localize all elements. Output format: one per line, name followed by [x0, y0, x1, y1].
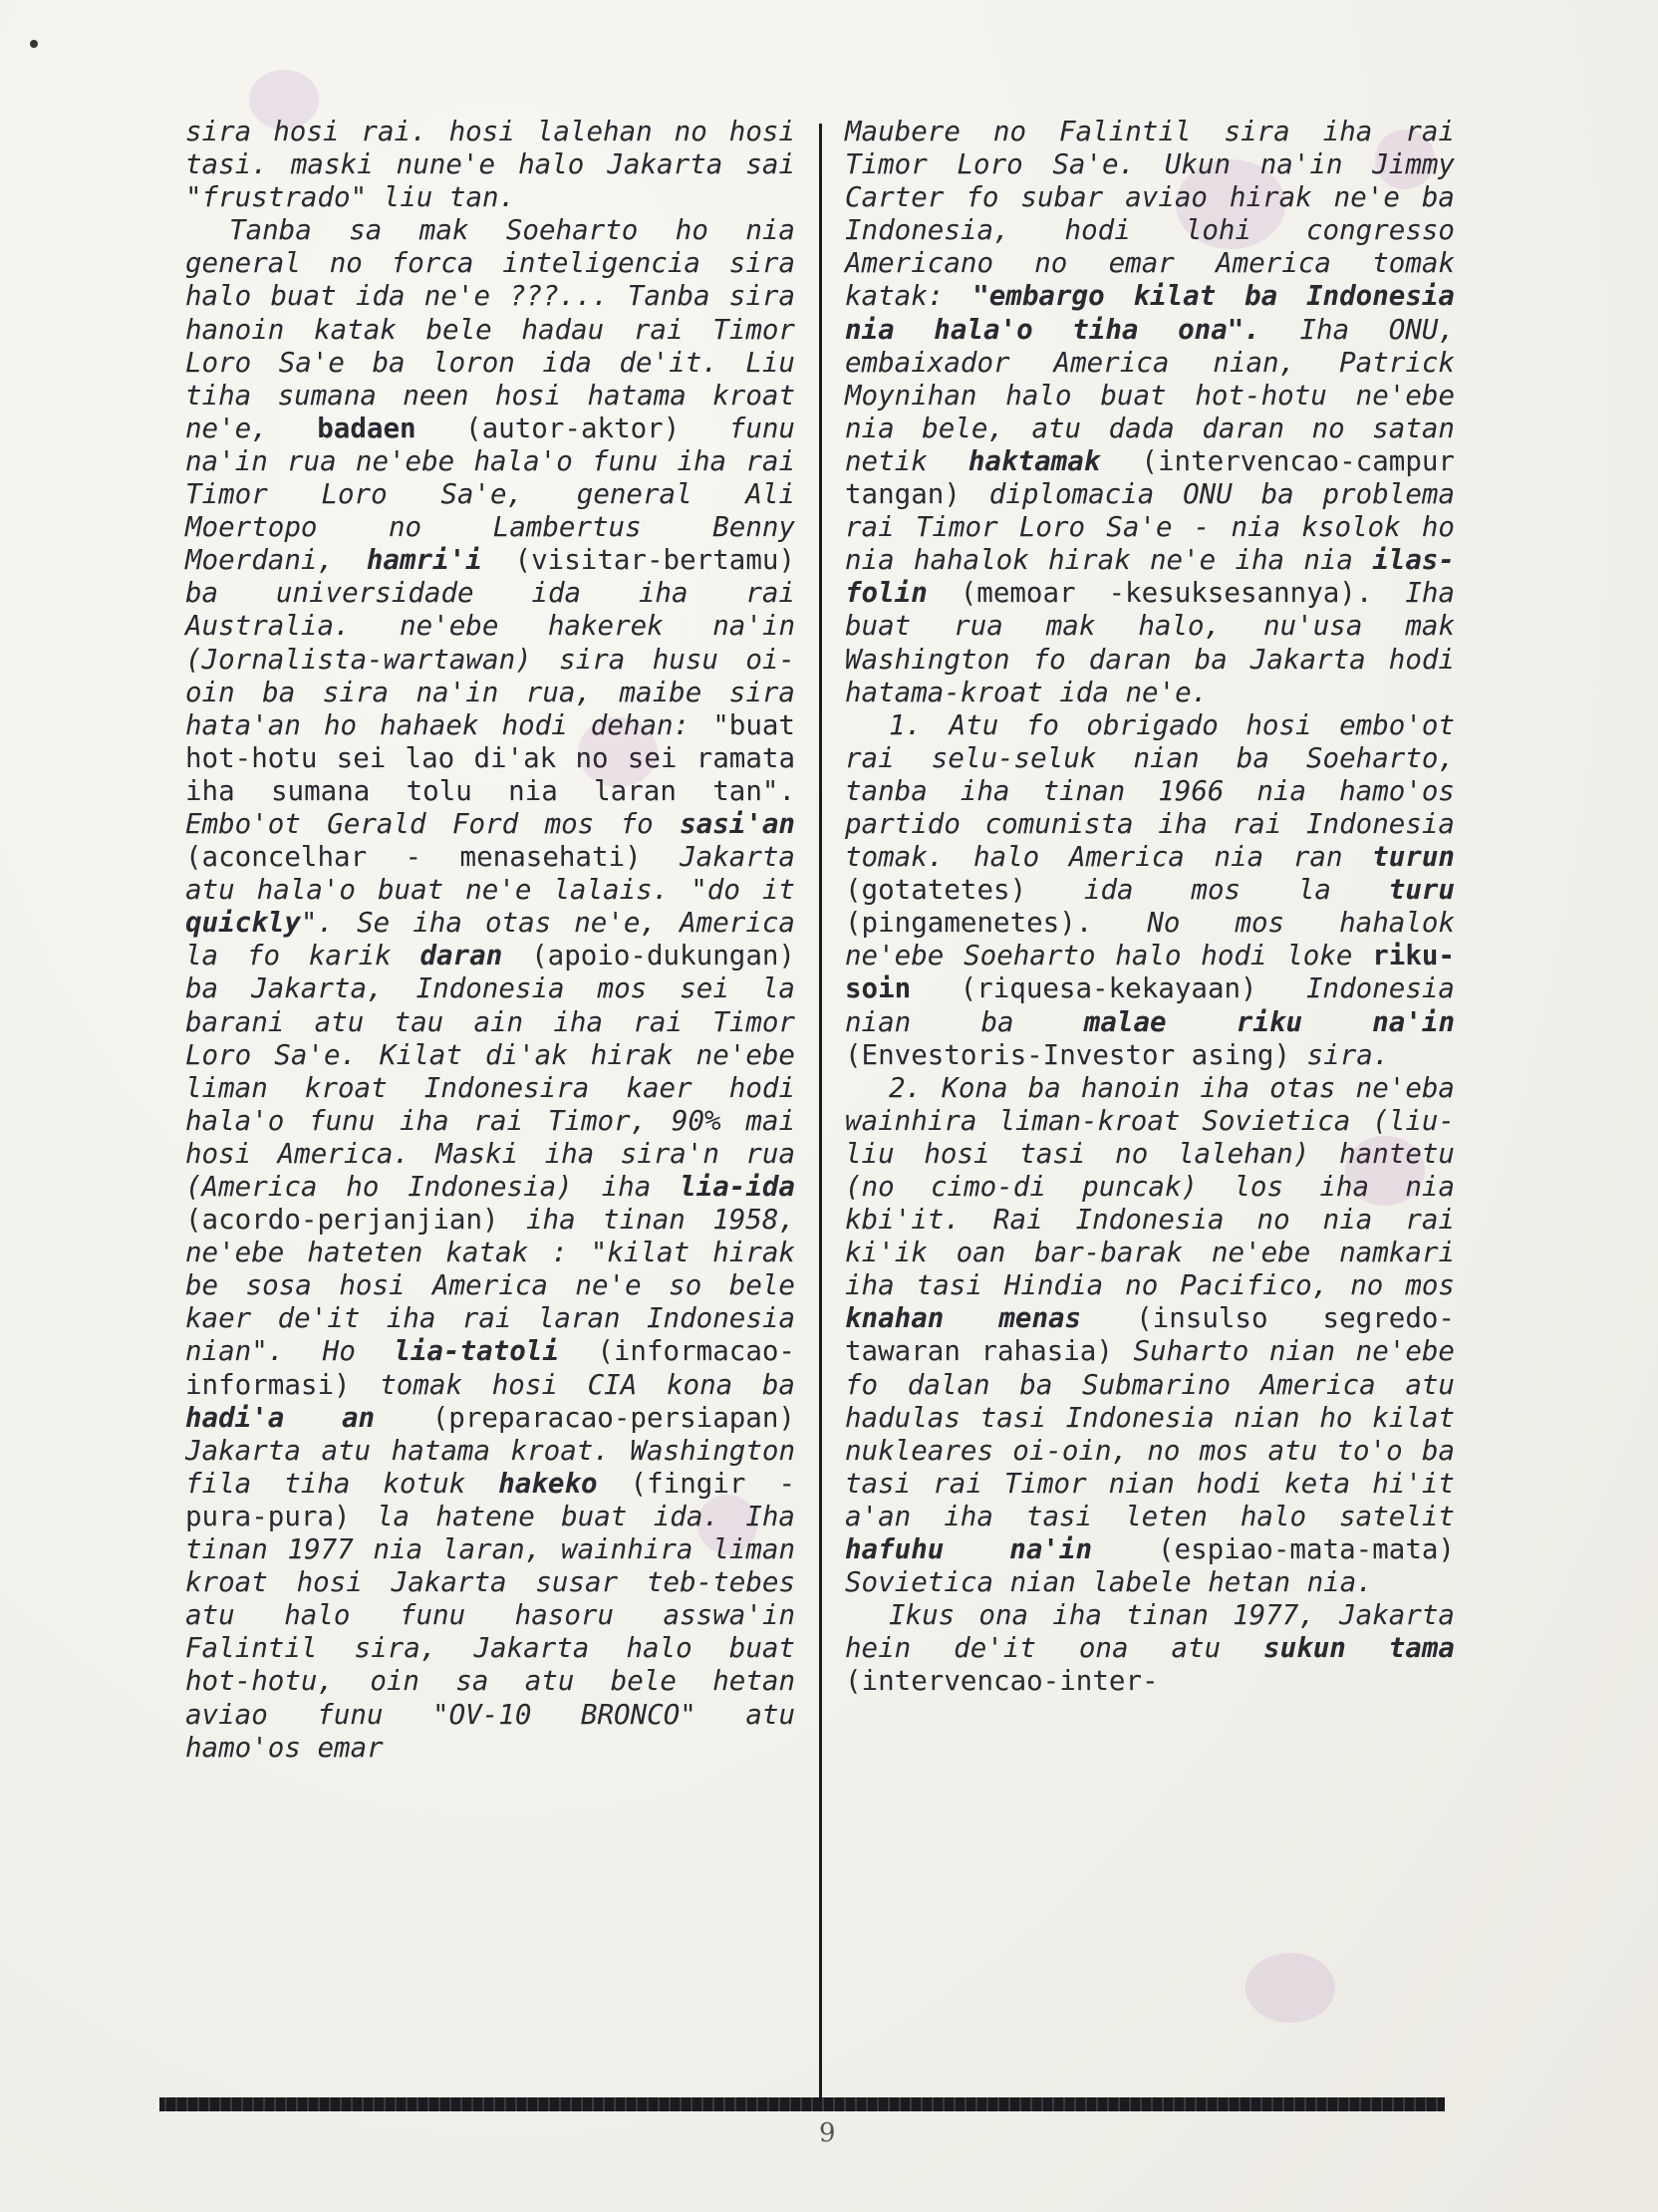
- translation-run: (visitar-bertamu): [481, 544, 795, 577]
- bold-term: hamri'i: [366, 544, 482, 577]
- ink-stain: [1245, 1953, 1335, 2023]
- right-paragraph-2: [845, 709, 1455, 1072]
- bold-term: lia-ida: [680, 1171, 795, 1203]
- quote-run: "buat hot-hotu sei lao di'ak no sei ramata iha sumana tolu nia laran tan".: [185, 708, 795, 807]
- text-run: Indonesia nian ba: [845, 972, 1455, 1038]
- bold-term: sukun tama: [1263, 1632, 1455, 1665]
- text-run: ba universidade ida iha rai Australia. ne'ebe hakerek na'in (Jornalista-wartawan) sira husu oi-oin ba sira na'in rua, maibe sira hata'an ho hahaek hodi dehan:: [185, 577, 795, 741]
- translation-run: (apoio-dukungan): [502, 940, 795, 972]
- left-paragraph-2: [185, 214, 795, 1764]
- bold-term: riku-soin: [845, 940, 1455, 1005]
- translation-run: (fingir - pura-pura): [185, 1467, 795, 1532]
- text-run: 2. Kona ba hanoin iha otas ne'eba wainhira liman-kroat Sovietica (liu-liu hosi tasi no lalehan) hantetu (no cimo-di puncak) los iha nia kbi'it. Rai Indonesia no nia rai ki'ik oan bar-barak ne'ebe namkari iha tasi Hindia no Pacifico, no mos: [845, 1071, 1455, 1302]
- translation-run: (informacao-informasi): [185, 1335, 795, 1401]
- translation-run: (intervencao-inter-: [845, 1665, 1159, 1698]
- translation-run: (riquesa-kekayaan): [911, 972, 1306, 1005]
- text-run: Embo'ot Gerald Ford mos fo: [185, 807, 681, 840]
- bold-term: daran: [419, 940, 503, 972]
- bottom-rule: [159, 2097, 1445, 2111]
- text-run: Suharto nian ne'ebe fo dalan ba Submarino America atu hadulas tasi Indonesia nian ho kilat nukleares oi-oin, no mos atu to'o ba tasi rai Timor nian hodi keta hi'it a'an iha tasi leten halo satelit: [845, 1335, 1455, 1532]
- translation-run: (insulso segredo-tawaran rahasia): [845, 1302, 1455, 1368]
- bold-term: lia-tatoli: [394, 1335, 559, 1368]
- right-paragraph-4: [845, 1599, 1455, 1698]
- translation-run: (aconcelhar - menasehati): [185, 841, 681, 874]
- text-run: funu na'in rua ne'ebe hala'o funu iha rai Timor Loro Sa'e, general Ali Moertopo no Lambertus Benny Moerdani,: [185, 412, 795, 577]
- bold-term: hafuhu na'in: [845, 1533, 1093, 1566]
- text-run: Maubere no Falintil sira iha rai Timor Loro Sa'e. Ukun na'in Jimmy Carter fo subar aviao hirak ne'e ba Indonesia, hodi lohi congresso Americano no emar America tomak katak:: [845, 116, 1455, 313]
- text-run: la hatene buat ida. Iha tinan 1977 nia laran, wainhira liman kroat hosi Jakarta susar teb-tebes atu halo funu hasoru asswa'in Falintil sira, Jakarta halo buat hot-hotu, oin sa atu bele hetan aviao funu "OV-10 BRONCO" atu hamo'os emar: [185, 1500, 795, 1764]
- translation-run: (preparacao-persiapan): [375, 1401, 795, 1434]
- text-run: iha tinan 1958, ne'ebe hateten katak : "kilat hirak be sosa hosi America ne'e so bele kaer de'it iha rai laran Indonesia nian". Ho: [185, 1204, 795, 1368]
- text-run: Tanba sa mak Soeharto ho nia general no forca inteligencia sira halo buat ida ne'e ???... Tanba sira hanoin katak bele hadau rai Timor Loro Sa'e ba loron ida de'it. Liu tiha sumana neen hosi hatama kroat ne'e,: [185, 214, 795, 444]
- translation-run: (acordo-perjanjian): [185, 1204, 526, 1237]
- text-run: Iha ONU, embaixador America nian, Patrick Moynihan halo buat hot-hotu ne'ebe nia bele, atu dada daran no satan netik: [845, 313, 1456, 477]
- left-column: [185, 116, 795, 1765]
- bold-term: sasi'an: [680, 807, 795, 840]
- translation-run: (espiao-mata-mata): [1092, 1533, 1455, 1566]
- text-run: 1. Atu fo obrigado hosi embo'ot rai selu-seluk nian ba Soeharto, tanba iha tinan 1966 nia hamo'os partido comunista iha rai Indonesia tomak. halo America nia ran: [845, 708, 1455, 874]
- bold-term: badaen: [317, 412, 416, 444]
- text-run: ba Jakarta, Indonesia mos sei la barani atu tau ain iha rai Timor Loro Sa'e. Kilat di'ak hirak ne'ebe liman kroat Indonesira kaer hodi hala'o funu iha rai Timor, 90% mai hosi America. Maski iha sira'n rua (America ho Indonesia) iha: [185, 972, 795, 1203]
- column-divider: [819, 124, 822, 2108]
- bold-term: hakeko: [498, 1467, 598, 1500]
- text-run: Jakarta atu hala'o buat ne'e lalais. "do it: [185, 841, 795, 907]
- translation-run: (autor-aktor): [415, 412, 729, 444]
- text-run: Ikus ona iha tinan 1977, Jakarta hein de'it ona atu: [845, 1599, 1455, 1665]
- text-run: No mos hahalok ne'ebe Soeharto halo hodi loke: [845, 907, 1455, 972]
- bold-term: quickly: [185, 907, 301, 940]
- text-run: Iha buat rua mak halo, nu'usa mak Washington fo daran ba Jakarta hodi hatama-kroat ida ne'e.: [845, 577, 1455, 708]
- page-number: 9: [819, 2118, 836, 2148]
- text-run: diplomacia ONU ba problema rai Timor Loro Sa'e - nia ksolok ho nia hahalok hirak ne'e iha nia: [845, 478, 1456, 577]
- bold-term: malae riku na'in: [1083, 1005, 1456, 1038]
- translation-run: (Envestoris-Investor asing): [845, 1038, 1307, 1071]
- translation-run: (gotatetes): [845, 874, 1084, 907]
- translation-run: (pingamenetes).: [845, 907, 1148, 940]
- left-paragraph-1: sira hosi rai. hosi lalehan no hosi tasi. maski nune'e halo Jakarta sai "frustrado" liu tan.: [185, 116, 795, 214]
- bold-term: haktamak: [967, 444, 1101, 477]
- bold-term: turu: [1388, 874, 1455, 907]
- translation-run: (intervencao-campur tangan): [845, 444, 1455, 511]
- bold-term: knahan menas: [845, 1302, 1082, 1335]
- right-column: [845, 116, 1455, 1699]
- translation-run: (memoar -kesuksesannya).: [927, 577, 1406, 610]
- text-run: Jakarta atu hatama kroat. Washington fila tiha kotuk: [185, 1434, 795, 1500]
- bold-term: "embargo kilat ba Indonesia nia hala'o tiha ona".: [845, 280, 1455, 346]
- bold-term: ilas-folin: [845, 544, 1455, 610]
- text-run: Sovietica nian labele hetan nia.: [845, 1566, 1373, 1599]
- text-run: tomak hosi CIA kona ba: [380, 1368, 795, 1401]
- text-run: sira.: [1306, 1038, 1390, 1071]
- right-paragraph-1: [845, 116, 1455, 709]
- bold-term: turun: [1372, 841, 1455, 874]
- text-run: ". Se iha otas ne'e, America la fo karik: [185, 907, 795, 972]
- right-paragraph-3: [845, 1072, 1455, 1600]
- ink-dot: [30, 40, 38, 48]
- bold-term: hadi'a an: [185, 1401, 376, 1434]
- text-run: ida mos la: [1083, 874, 1389, 907]
